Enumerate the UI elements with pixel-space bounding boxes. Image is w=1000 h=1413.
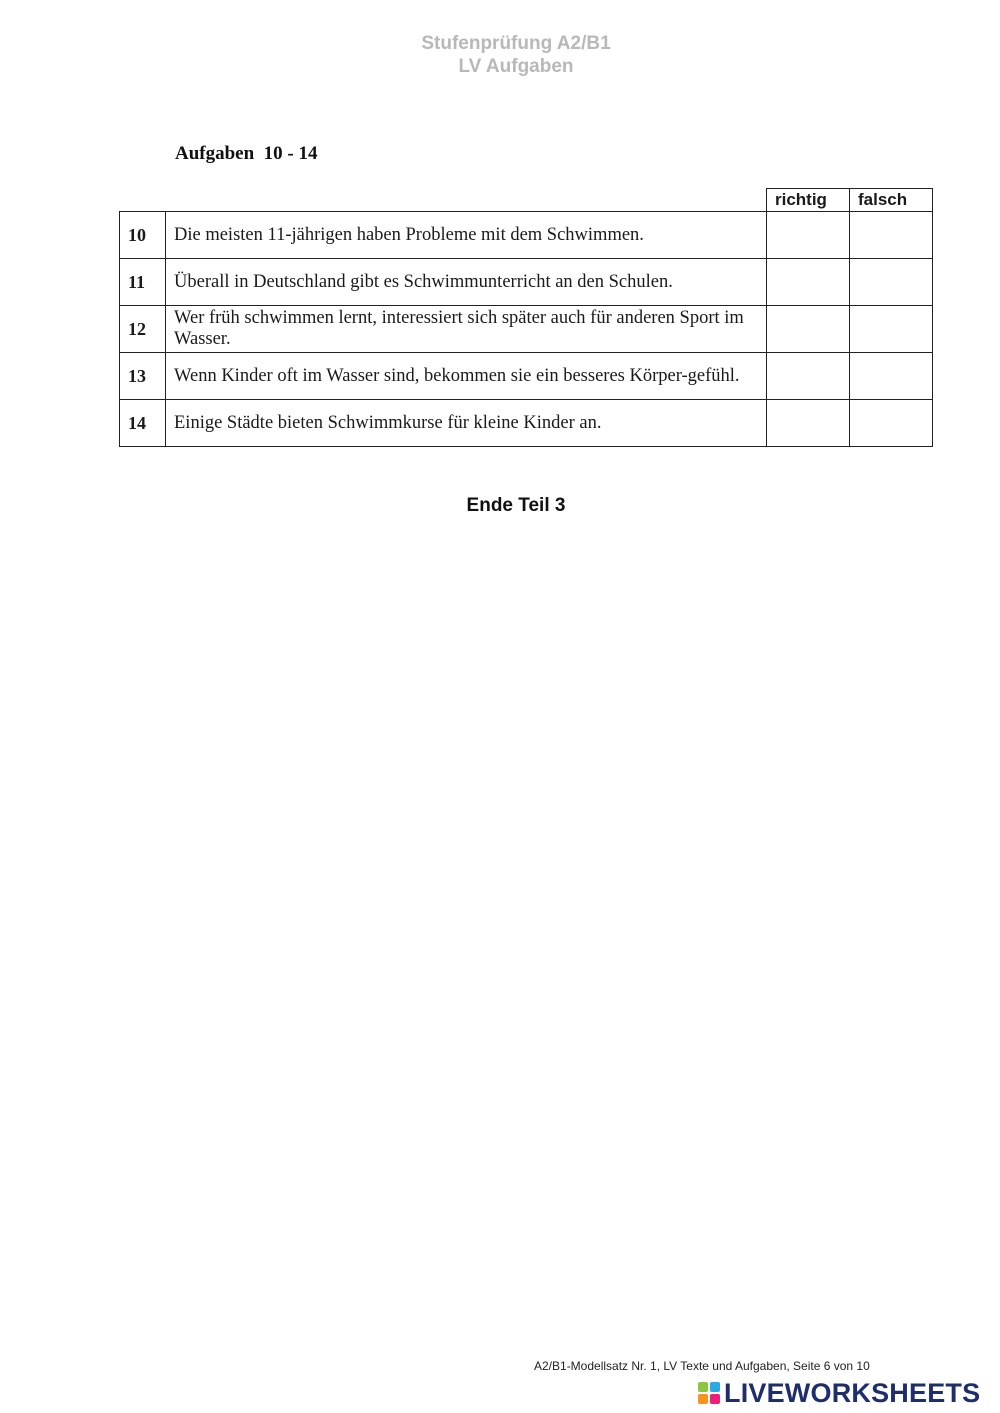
section-title: Aufgaben 10 - 14 [175, 143, 318, 164]
table-row [120, 400, 933, 447]
table-header-row [120, 189, 933, 212]
answer-cell-falsch[interactable] [850, 259, 933, 306]
answer-cell-richtig[interactable] [767, 212, 850, 259]
logo-tile [710, 1382, 720, 1392]
answer-cell-falsch[interactable] [850, 353, 933, 400]
answer-cell-richtig[interactable] [767, 400, 850, 447]
logo-tile [710, 1394, 720, 1404]
answer-cell-falsch[interactable] [850, 306, 933, 353]
answer-cell-falsch[interactable] [850, 212, 933, 259]
logo-tile [698, 1394, 708, 1404]
answer-cell-richtig[interactable] [767, 353, 850, 400]
task-number: 14 [120, 400, 166, 447]
answer-cell-richtig[interactable] [767, 259, 850, 306]
header-blank-cell [120, 189, 767, 212]
header-line-1: Stufenprüfung A2/B1 [421, 33, 611, 54]
liveworksheets-brand [697, 1378, 980, 1408]
answer-cell-falsch[interactable] [850, 400, 933, 447]
brand-name: LIVEWORKSHEETS [724, 1378, 981, 1408]
table-row [120, 212, 933, 259]
column-header-richtig: richtig [767, 189, 850, 212]
task-statement: Einige Städte bieten Schwimmkurse für kleine Kinder an. [166, 400, 767, 447]
task-statement: Die meisten 11-jährigen haben Probleme mit dem Schwimmen. [166, 212, 767, 259]
task-statement: Wer früh schwimmen lernt, interessiert sich später auch für anderen Sport im Wasser. [166, 306, 767, 353]
logo-tile [698, 1382, 708, 1392]
table-row [120, 353, 933, 400]
true-false-table [119, 188, 933, 447]
table-row [120, 306, 933, 353]
task-statement: Überall in Deutschland gibt es Schwimmunterricht an den Schulen. [166, 259, 767, 306]
page-footer: A2/B1-Modellsatz Nr. 1, LV Texte und Aufgaben, Seite 6 von 10 [534, 1359, 870, 1373]
task-number: 11 [120, 259, 166, 306]
section-end-label: Ende Teil 3 [466, 495, 566, 516]
task-number: 10 [120, 212, 166, 259]
task-number: 13 [120, 353, 166, 400]
column-header-falsch: falsch [850, 189, 933, 212]
answer-cell-richtig[interactable] [767, 306, 850, 353]
table-row [120, 259, 933, 306]
document-header [0, 32, 1000, 78]
task-number: 12 [120, 306, 166, 353]
liveworksheets-logo-icon [697, 1381, 721, 1405]
header-line-2: LV Aufgaben [458, 56, 574, 77]
task-statement: Wenn Kinder oft im Wasser sind, bekommen sie ein besseres Körper-gefühl. [166, 353, 767, 400]
